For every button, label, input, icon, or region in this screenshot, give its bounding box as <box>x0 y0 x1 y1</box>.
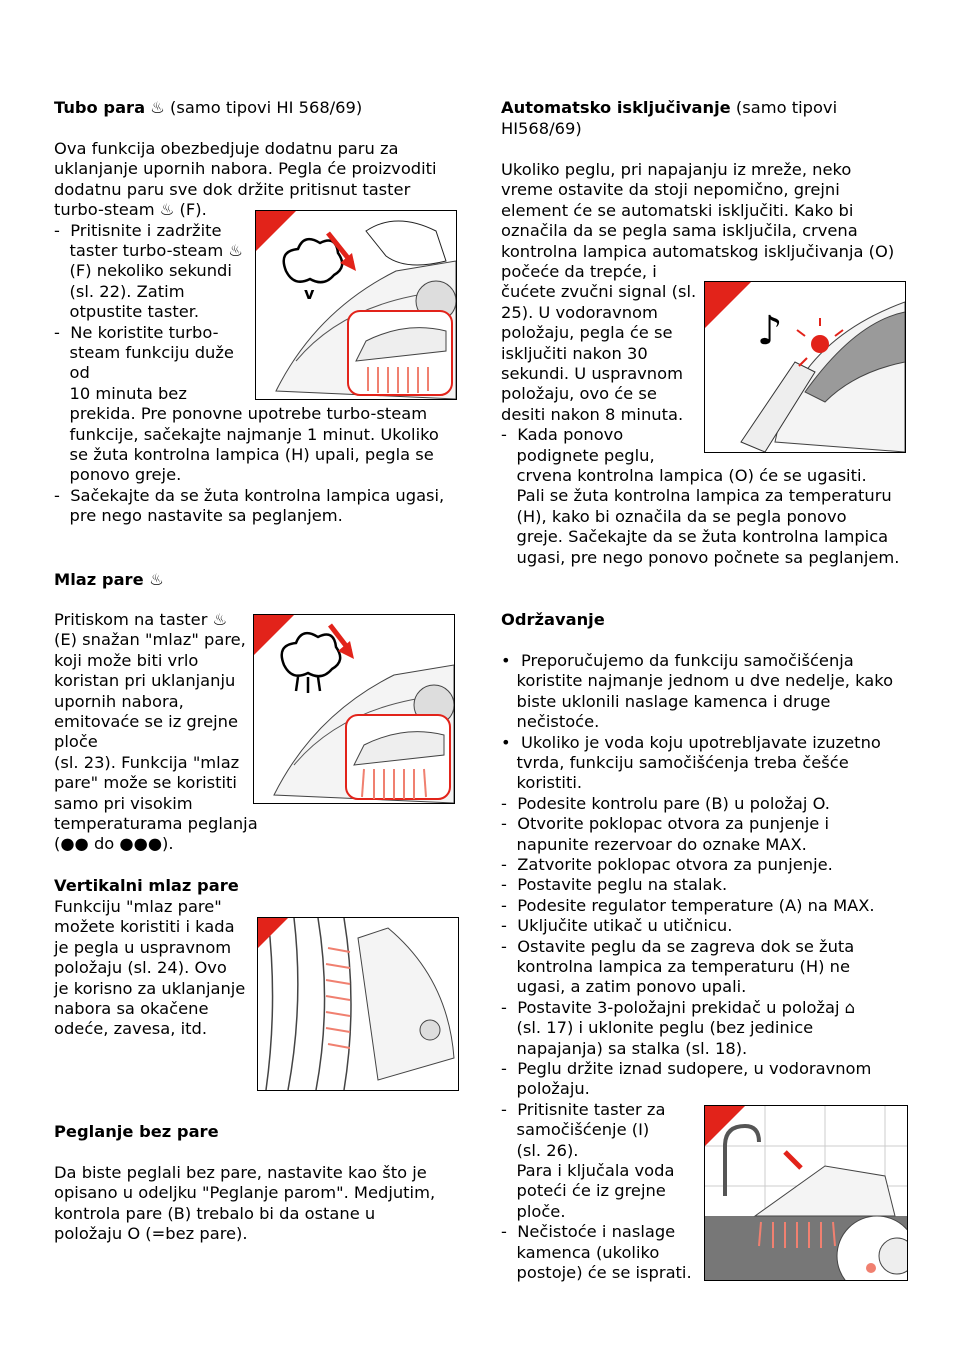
figure-23-steam-jet <box>253 614 455 804</box>
text-line: samočišćenje (I) <box>501 1120 650 1140</box>
text-line: položaju O (=bez pare). <box>54 1224 248 1244</box>
heading-mlaz: Mlaz pare ♨ <box>54 570 164 589</box>
figure-24-vertical-steam <box>257 917 459 1091</box>
text-line: vreme ostavite da stoji nepomično, grejni <box>501 180 840 200</box>
text-line: Pali se žuta kontrolna lampica za temperaturu <box>501 486 892 506</box>
text-line: opisano u odeljku "Peglanje parom". Medjutim, <box>54 1183 436 1203</box>
heading-odrzavanje: Održavanje <box>501 610 605 629</box>
text-line: Ova funkcija obezbedjuje dodatnu paru za <box>54 139 399 158</box>
text-line: napunite rezervoar do oznake MAX. <box>501 834 807 854</box>
text-line: - Sačekajte da se žuta kontrolna lampica ugasi, <box>54 485 445 505</box>
text-line: - Ne koristite turbo- <box>54 322 219 342</box>
text-line: dodatnu paru sve dok držite pritisnut taster <box>54 179 411 199</box>
heading-turbo-rest: (samo tipovi HI 568/69) <box>170 98 363 117</box>
text-line: poteći će iz grejne <box>501 1181 666 1201</box>
text-line: postoje) će se isprati. <box>501 1263 692 1282</box>
text-line: - Uključite utikač u utičnicu. <box>501 916 733 936</box>
text-line: 25). U vodoravnom <box>501 302 658 322</box>
text-line: - Podesite kontrolu pare (B) u položaj O. <box>501 793 830 813</box>
text-line: (sl. 26). <box>501 1140 579 1160</box>
text-line: desiti nakon 8 minuta. <box>501 404 684 424</box>
text-line: pre nego nastavite sa peglanjem. <box>54 506 343 526</box>
text-line: je korisno za uklanjanje <box>54 978 246 998</box>
text-line: - Postavite peglu na stalak. <box>501 875 728 895</box>
text-line: element će se automatski isključiti. Kako bi <box>501 200 854 220</box>
text-line: (H), kako bi označila da se pegla ponovo <box>501 506 847 526</box>
text-line: počeće da trepće, i <box>501 262 657 281</box>
text-line: tvrda, funkciju samočišćenja treba češće <box>501 753 849 772</box>
text-line: upornih nabora, <box>54 691 184 711</box>
text-line: - Pritisnite taster za <box>501 1099 666 1119</box>
text-line: taster turbo-steam ♨ <box>54 241 243 260</box>
heading-auto-bold: Automatsko isključivanje <box>501 98 731 117</box>
text-line: koristiti. <box>501 773 583 793</box>
text-line: • Ukoliko je voda koju upotrebljavate izuzetno <box>501 732 881 752</box>
text-line: - Podesite regulator temperature (A) na MAX. <box>501 895 875 915</box>
text-line: položaju. <box>501 1079 590 1099</box>
figure-25-auto-off <box>704 281 906 453</box>
text-line: Da biste peglali bez pare, nastavite kao što je <box>54 1163 427 1182</box>
text-line: temperaturama peglanja <box>54 814 258 833</box>
text-line: koristite najmanje jednom u dve nedelje, kako <box>501 671 894 691</box>
text-line: (E) snažan "mlaz" pare, <box>54 630 246 650</box>
svg-text:♪: ♪ <box>757 308 783 354</box>
text-line: Para i ključala voda <box>501 1161 675 1180</box>
text-line: je pegla u uspravnom <box>54 937 232 957</box>
text-line: ponovo greje. <box>54 465 182 485</box>
svg-text:v: v <box>304 284 315 303</box>
heading-turbo: Tubo para ♨ (samo tipovi HI 568/69) <box>54 98 363 117</box>
text-line: steam funkciju duže <box>54 343 234 362</box>
text-line: uklanjanje upornih nabora. Pegla će proizvoditi <box>54 159 437 179</box>
text-line: - Otvorite poklopac otvora za punjenje i <box>501 814 830 834</box>
text-line: - Pritisnite i zadržite <box>54 220 222 240</box>
text-line: isključiti nakon 30 <box>501 343 648 363</box>
text-line: • Preporučujemo da funkciju samočišćenja <box>501 651 854 670</box>
text-line: koji može biti vrlo <box>54 650 199 670</box>
text-line: (●● do ●●●). <box>54 834 174 854</box>
text-line: (sl. 22). Zatim <box>54 281 185 301</box>
text-line: Funkciju "mlaz pare" <box>54 897 222 916</box>
text-line: kontrola pare (B) trebalo bi da ostane u <box>54 1203 376 1223</box>
text-line: označila da se pegla sama isključila, crvena <box>501 221 858 241</box>
text-line: kontrolna lampica automatskog isključivanja (O) <box>501 241 895 261</box>
heading-turbo-bold: Tubo para <box>54 98 146 117</box>
text-line: 10 minuta bez <box>54 383 187 403</box>
text-line: (sl. 17) i uklonite peglu (bez jedinice <box>501 1018 814 1038</box>
text-line: emitovaće se iz grejne <box>54 712 238 731</box>
text-line: sekundi. U uspravnom <box>501 364 683 383</box>
text-line: samo pri visokim <box>54 793 193 813</box>
text-line: kontrolna lampica za temperaturu (H) ne <box>501 957 850 976</box>
text-line: ugasi, a zatim ponovo upali. <box>501 977 747 997</box>
text-line: nečistoće. <box>501 712 600 732</box>
text-line: - Peglu držite iznad sudopere, u vodoravnom <box>501 1059 872 1078</box>
text-line: od <box>54 363 90 383</box>
text-line: greje. Sačekajte da se žuta kontrolna lampica <box>501 527 889 547</box>
text-line: odeće, zavesa, itd. <box>54 1019 208 1039</box>
text-line: nabora sa okačene <box>54 999 209 1018</box>
heading-auto-line2: HI568/69) <box>501 119 582 138</box>
text-line: koristan pri uklanjanju <box>54 671 236 691</box>
text-line: - Kada ponovo <box>501 425 624 445</box>
text-line: ploče. <box>501 1201 566 1221</box>
text-line: kamenca (ukoliko <box>501 1242 660 1262</box>
text-line: funkcije, sačekajte najmanje 1 minut. Ukoliko <box>54 424 439 444</box>
text-line: turbo-steam ♨ (F). <box>54 200 207 220</box>
text-line: napajanja) sa stalka (sl. 18). <box>501 1038 748 1058</box>
text-line: možete koristiti i kada <box>54 917 235 937</box>
text-line: se žuta kontrolna lampica (H) upali, pegla se <box>54 445 434 464</box>
heading-auto-rest: (samo tipovi <box>735 98 838 117</box>
text-line: položaju (sl. 24). Ovo <box>54 958 227 978</box>
text-line: položaju, ovo će se <box>501 384 657 404</box>
figure-22-turbo-steam <box>255 210 457 400</box>
text-line: prekida. Pre ponovne upotrebe turbo-steam <box>54 404 428 424</box>
text-line: čućete zvučni signal (sl. <box>501 282 697 302</box>
text-line: - Postavite 3-položajni prekidač u položaj ⌂ <box>501 997 855 1017</box>
text-line: (sl. 23). Funkcija "mlaz <box>54 752 240 772</box>
text-line: ugasi, pre nego ponovo počnete sa peglanjem. <box>501 547 900 567</box>
text-line: ploče <box>54 732 98 752</box>
text-line: biste uklonili naslage kamenca i druge <box>501 691 831 711</box>
text-line: položaju, pegla će se <box>501 323 673 343</box>
text-line: - Ostavite peglu da se zagreva dok se žuta <box>501 936 855 956</box>
text-line: Pritiskom na taster ♨ <box>54 610 228 629</box>
text-line: - Nečistoće i naslage <box>501 1222 676 1242</box>
heading-auto <box>501 98 837 118</box>
text-line: - Zatvorite poklopac otvora za punjenje. <box>501 855 833 874</box>
text-line: otpustite taster. <box>54 302 200 322</box>
figure-26-self-clean <box>704 1105 908 1281</box>
text-line: Ukoliko peglu, pri napajanju iz mreže, neko <box>501 160 852 179</box>
text-line: crvena kontrolna lampica (O) će se ugasiti. <box>501 466 867 485</box>
text-line: (F) nekoliko sekundi <box>54 261 232 281</box>
heading-bez-pare: Peglanje bez pare <box>54 1122 219 1141</box>
text-line: pare" može se koristiti <box>54 773 237 793</box>
heading-vertikalni: Vertikalni mlaz pare <box>54 876 239 895</box>
text-line: podignete peglu, <box>501 445 655 465</box>
